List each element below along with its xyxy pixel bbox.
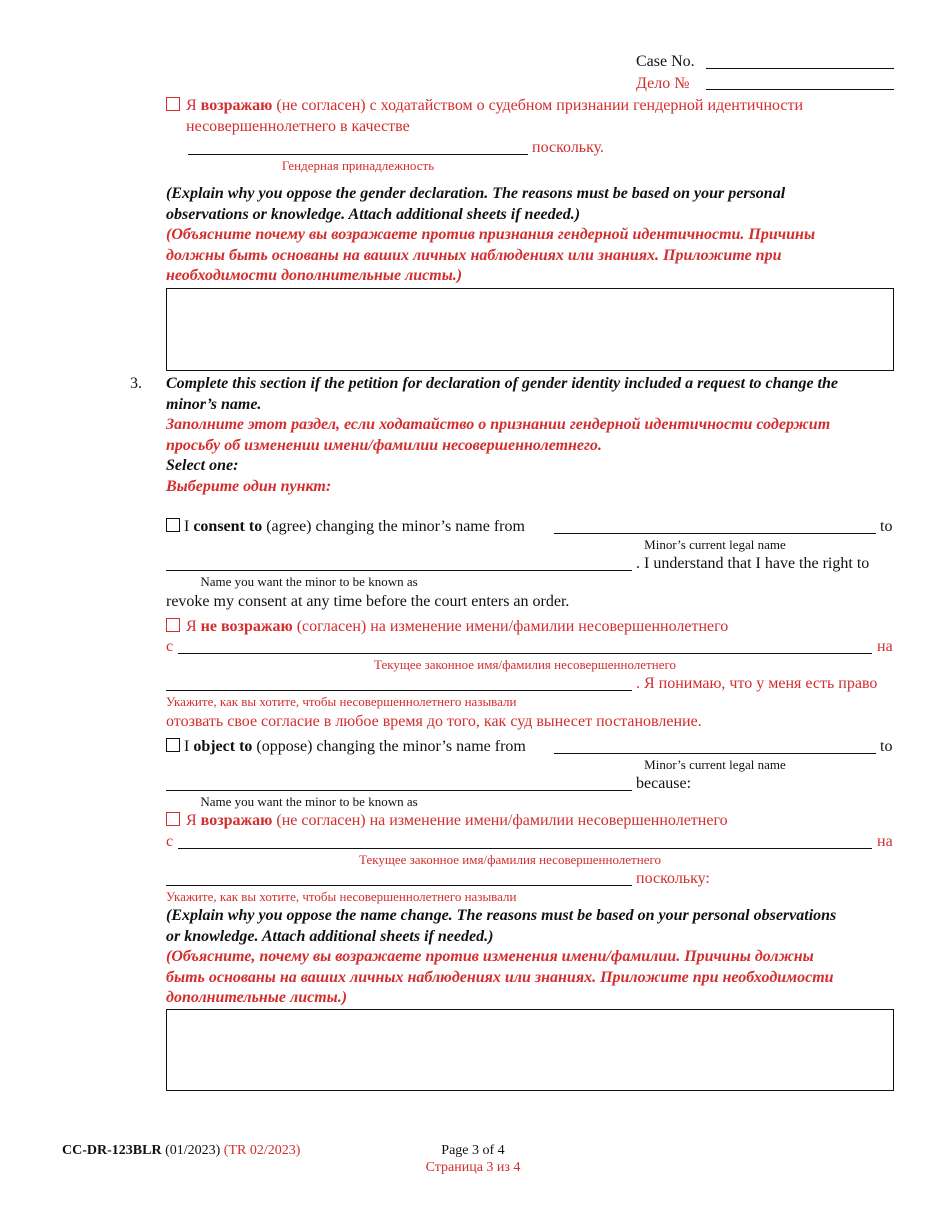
consent-new-name-caption-ru: Укажите, как вы хотите, чтобы несовершеннолетнего называли <box>166 694 517 709</box>
consent-ru-post: (согласен) на изменение имени/фамилии несовершеннолетнего <box>292 618 729 635</box>
explain-gender-ru-3: необходимости дополнительные листы.) <box>166 267 463 284</box>
oppose-gender-ru-post: (не согласен) с ходатайством о судебном признании гендерной идентичности <box>272 97 804 114</box>
oppose-gender-checkbox-ru[interactable] <box>166 97 180 111</box>
explain-gender-ru-1: (Объясните почему вы возражаете против признания гендерной идентичности. Причины <box>166 226 816 243</box>
object-en-bold: object to <box>193 738 253 755</box>
consent-en-pre: I <box>184 518 194 535</box>
consent-current-name-field[interactable] <box>554 533 876 534</box>
consent-ru-to: на <box>877 638 893 655</box>
object-new-name-field[interactable] <box>166 790 632 791</box>
object-name-change-checkbox-ru[interactable] <box>166 812 180 826</box>
object-ru-from: с <box>166 833 174 850</box>
explain-name-ru-2: быть основаны на ваших личных наблюдениях или знаниях. Приложите при необходимости <box>166 969 834 986</box>
page-number: Page 3 of 4 <box>441 1143 505 1158</box>
section-3-ru-2: просьбу об изменении имени/фамилии несовершеннолетнего. <box>166 437 602 454</box>
form-id-line <box>62 1142 300 1159</box>
oppose-gender-ru-suffix: поскольку. <box>532 139 605 156</box>
object-en-to: to <box>880 738 893 755</box>
explain-name-en-2: or knowledge. Attach additional sheets if needed.) <box>166 928 494 945</box>
case-no-field[interactable] <box>706 68 894 69</box>
consent-new-name-field-ru[interactable] <box>166 690 632 691</box>
consent-current-name-caption-ru: Текущее законное имя/фамилия несовершеннолетнего <box>374 657 676 672</box>
object-name-change-checkbox[interactable] <box>166 738 180 752</box>
explain-gender-en-2: observations or knowledge. Attach additional sheets if needed.) <box>166 206 581 223</box>
consent-new-name-caption: Name you want the minor to be known as <box>200 574 418 589</box>
object-current-name-field-ru[interactable] <box>178 848 872 849</box>
gender-explanation-textarea[interactable] <box>166 288 894 371</box>
section-3-en-2: minor’s name. <box>166 396 262 413</box>
case-no-label: Case No. <box>636 53 695 70</box>
explain-name-ru-1: (Объясните, почему вы возражаете против изменения имени/фамилии. Причины должны <box>166 948 814 965</box>
object-current-name-caption: Minor’s current legal name <box>644 757 786 772</box>
object-ru-bold: возражаю <box>200 812 273 829</box>
select-one-ru: Выберите один пункт: <box>166 478 332 495</box>
object-en-pre: I <box>184 738 194 755</box>
consent-ru-from: с <box>166 638 174 655</box>
consent-ru-revoke: отозвать свое согласие в любое время до того, как суд вынесет постановление. <box>166 713 702 730</box>
object-new-name-caption-ru: Укажите, как вы хотите, чтобы несовершеннолетнего называли <box>166 889 517 904</box>
oppose-gender-ru-line2: несовершеннолетнего в качестве <box>186 118 410 135</box>
explain-name-en-1: (Explain why you oppose the name change. The reasons must be based on your personal observations <box>166 907 837 924</box>
consent-name-change-checkbox-ru[interactable] <box>166 618 180 632</box>
oppose-gender-ru-bold: возражаю <box>200 97 273 114</box>
page-number-ru: Страница 3 из 4 <box>425 1160 521 1175</box>
consent-en-to: to <box>880 518 893 535</box>
object-ru-to: на <box>877 833 893 850</box>
object-ru-post: (не согласен) на изменение имени/фамилии несовершеннолетнего <box>272 812 728 829</box>
section-3-en-1: Complete this section if the petition for declaration of gender identity included a request to change the <box>166 375 838 392</box>
form-id: CC-DR-123BLR <box>62 1143 162 1158</box>
select-one-en: Select one: <box>166 457 239 474</box>
consent-en-revoke: revoke my consent at any time before the court enters an order. <box>166 593 570 610</box>
object-en-because: because: <box>636 775 692 792</box>
consent-new-name-field[interactable] <box>166 570 632 571</box>
section-3-ru-1: Заполните этот раздел, если ходатайство о признании гендерной идентичности содержит <box>166 416 831 433</box>
name-explanation-textarea[interactable] <box>166 1009 894 1091</box>
object-new-name-caption: Name you want the minor to be known as <box>200 794 418 809</box>
consent-en-line1 <box>184 517 525 537</box>
object-ru-pre: Я <box>186 812 201 829</box>
consent-current-name-caption: Minor’s current legal name <box>644 537 786 552</box>
oppose-gender-ru-pre: Я <box>186 97 201 114</box>
gender-caption-ru: Гендерная принадлежность <box>281 158 435 173</box>
object-current-name-field[interactable] <box>554 753 876 754</box>
tr-date: (TR 02/2023) <box>223 1143 301 1158</box>
consent-ru-understand: . Я понимаю, что у меня есть право <box>636 675 878 692</box>
consent-en-bold: consent to <box>193 518 263 535</box>
consent-ru-line1 <box>186 617 728 637</box>
explain-name-ru-3: дополнительные листы.) <box>166 989 348 1006</box>
object-en-line1 <box>184 737 526 757</box>
consent-name-change-checkbox[interactable] <box>166 518 180 532</box>
object-current-name-caption-ru: Текущее законное имя/фамилия несовершеннолетнего <box>359 852 661 867</box>
oppose-gender-ru-line1 <box>186 96 803 116</box>
gender-identity-field[interactable] <box>188 154 528 155</box>
case-no-label-ru: Дело № <box>636 75 690 92</box>
object-en-post: (oppose) changing the minor’s name from <box>252 738 526 755</box>
case-no-field-ru[interactable] <box>706 89 894 90</box>
consent-ru-pre: Я <box>186 618 201 635</box>
consent-en-understand: . I understand that I have the right to <box>636 555 870 572</box>
section-3-number: 3. <box>130 375 142 392</box>
consent-ru-bold: не возражаю <box>200 618 293 635</box>
object-ru-because: поскольку: <box>636 870 710 887</box>
object-ru-line1 <box>186 811 728 831</box>
explain-gender-en-1: (Explain why you oppose the gender declaration. The reasons must be based on your personal <box>166 185 786 202</box>
consent-current-name-field-ru[interactable] <box>178 653 872 654</box>
consent-en-post: (agree) changing the minor’s name from <box>262 518 525 535</box>
explain-gender-ru-2: должны быть основаны на ваших личных наблюдениях или знаниях. Приложите при <box>166 247 782 264</box>
object-new-name-field-ru[interactable] <box>166 885 632 886</box>
form-date: (01/2023) <box>165 1143 221 1158</box>
